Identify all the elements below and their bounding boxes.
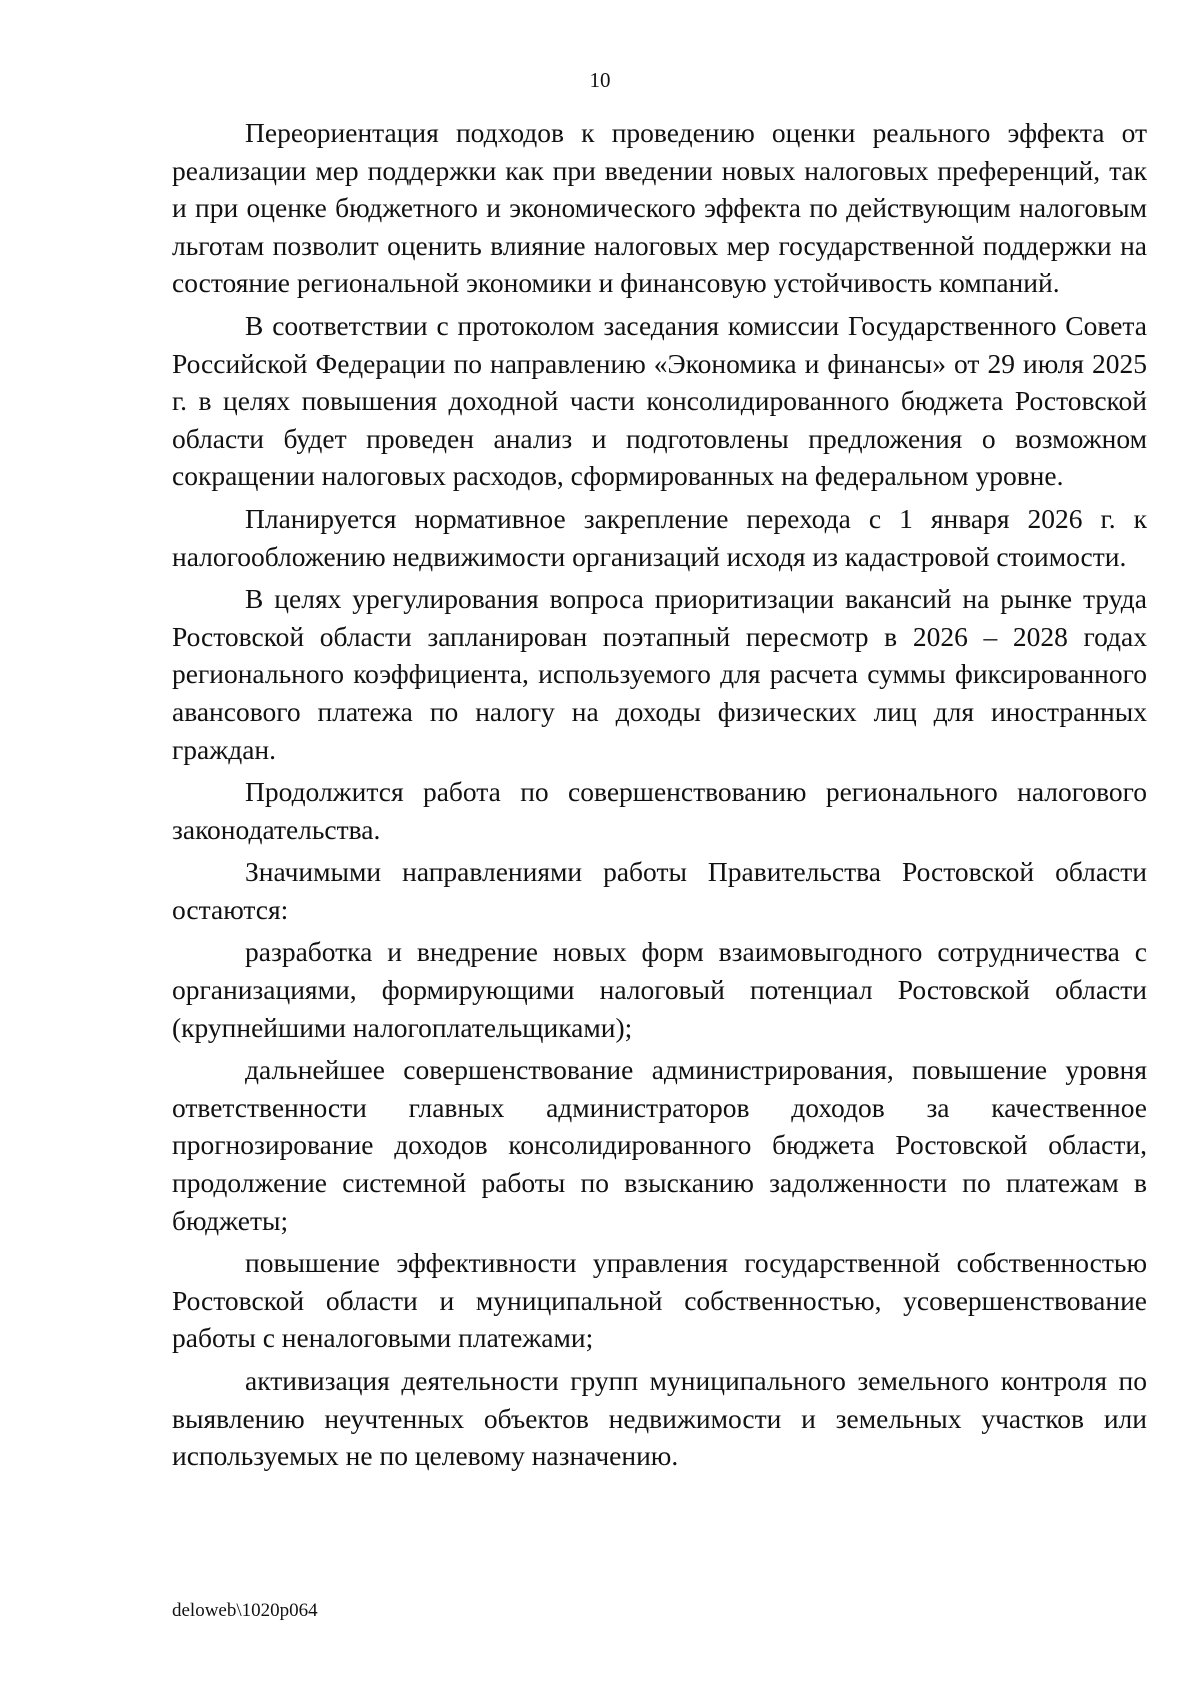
- paragraph-vacancy-prioritization: В целях урегулирования вопроса приоритизации вакансий на рынке труда Ростовской области запланирован поэтапный пересмотр в 2026 – 2028 годах регионального коэффициента, используемого для расчета суммы фиксированного авансового платежа по налогу на доходы физических лиц для иностранных граждан.: [172, 583, 1147, 765]
- paragraph-cadastral-transition: Планируется нормативное закрепление перехода с 1 января 2026 г. к налогообложению недвижимости организаций исходя из кадастровой стоимости.: [172, 502, 1147, 572]
- paragraph-state-council-protocol: В соответствии с протоколом заседания комиссии Государственного Совета Российской Федерации по направлению «Экономика и финансы» от 29 июля 2025 г. в целях повышения доходной части консолидированного бюджета Ростовской области будет проведен анализ и подготовлены предложения о возможном сокращении налоговых расходов, сформированных на федеральном уровне.: [172, 309, 1147, 492]
- list-item-land-control: активизация деятельности групп муниципального земельного контроля по выявлению неучтенных объектов недвижимости и земельных участков или используемых не по целевому назначению.: [172, 1365, 1147, 1472]
- paragraph-reorientation: Переориентация подходов к проведению оценки реального эффекта от реализации мер поддержки как при введении новых налоговых преференций, так и при оценке бюджетного и экономического эффекта по действующим налоговым льготам позволит оценить влияние налоговых мер государственной поддержки на состояние региональной экономики и финансовую устойчивость компаний.: [172, 117, 1147, 299]
- footer-doc-ref: deloweb\1020p064: [172, 1600, 318, 1621]
- list-item-administration: дальнейшее совершенствование администрирования, повышение уровня ответственности главных администраторов доходов за качественное прогнозирование доходов консолидированного бюджета Ростовской области, продолжение системной работы по взысканию задолженности по платежам в бюджеты;: [172, 1054, 1147, 1236]
- page-number: 10: [589, 68, 611, 92]
- document-body: [172, 114, 1147, 1480]
- list-item-cooperation: разработка и внедрение новых форм взаимовыгодного сотрудничества с организациями, формирующими налоговый потенциал Ростовской области (крупнейшими налогоплательщиками);: [172, 936, 1147, 1043]
- list-item-property-management: повышение эффективности управления государственной собственностью Ростовской области и муниципальной собственностью, усовершенствование работы с неналоговыми платежами;: [172, 1247, 1147, 1354]
- paragraph-tax-legislation: Продолжится работа по совершенствованию регионального налогового законодательства.: [172, 776, 1147, 845]
- paragraph-key-directions-intro: Значимыми направлениями работы Правительства Ростовской области остаются:: [172, 856, 1147, 925]
